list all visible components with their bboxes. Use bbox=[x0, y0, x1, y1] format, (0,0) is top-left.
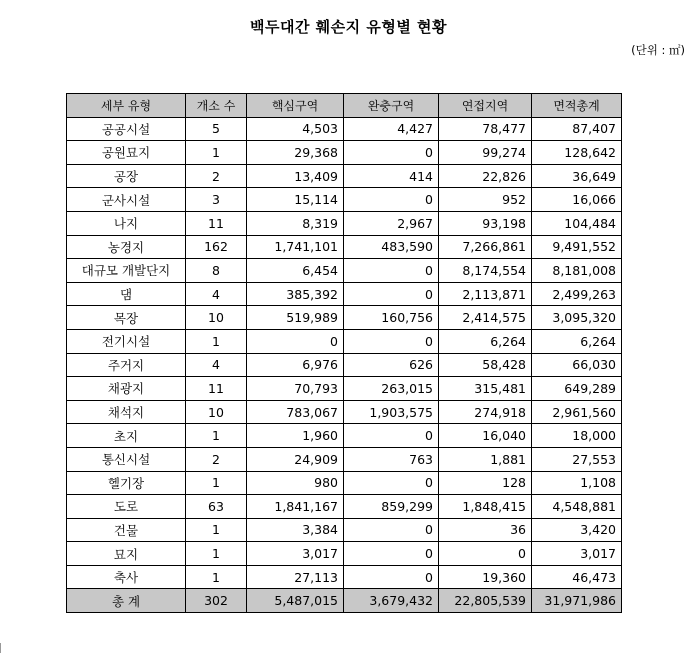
cell-total-area: 36,649 bbox=[532, 164, 622, 188]
cell-core: 3,017 bbox=[247, 542, 344, 566]
cell-total-area: 16,066 bbox=[532, 188, 622, 212]
cell-total-area: 2,961,560 bbox=[532, 400, 622, 424]
cell-buffer: 414 bbox=[344, 164, 439, 188]
cell-adjacent: 99,274 bbox=[439, 141, 532, 165]
total-cell-total-area: 31,971,986 bbox=[532, 589, 622, 613]
cell-buffer: 2,967 bbox=[344, 211, 439, 235]
cell-type: 공장 bbox=[67, 164, 186, 188]
cell-count: 1 bbox=[186, 518, 247, 542]
table-body bbox=[67, 117, 622, 612]
cell-adjacent: 952 bbox=[439, 188, 532, 212]
cell-count: 4 bbox=[186, 282, 247, 306]
table-row bbox=[67, 117, 622, 141]
cell-buffer: 4,427 bbox=[344, 117, 439, 141]
cell-adjacent: 19,360 bbox=[439, 565, 532, 589]
cell-count: 5 bbox=[186, 117, 247, 141]
table-row bbox=[67, 306, 622, 330]
table-row bbox=[67, 424, 622, 448]
cell-buffer: 0 bbox=[344, 259, 439, 283]
table-row bbox=[67, 188, 622, 212]
cell-type: 헬기장 bbox=[67, 471, 186, 495]
cell-type: 목장 bbox=[67, 306, 186, 330]
table-row bbox=[67, 471, 622, 495]
cell-type: 농경지 bbox=[67, 235, 186, 259]
table-row bbox=[67, 141, 622, 165]
table-row bbox=[67, 353, 622, 377]
cell-core: 70,793 bbox=[247, 377, 344, 401]
cell-count: 1 bbox=[186, 542, 247, 566]
cell-core: 27,113 bbox=[247, 565, 344, 589]
cell-adjacent: 2,414,575 bbox=[439, 306, 532, 330]
cell-count: 63 bbox=[186, 495, 247, 519]
table-row bbox=[67, 518, 622, 542]
cell-adjacent: 315,481 bbox=[439, 377, 532, 401]
total-cell-buffer: 3,679,432 bbox=[344, 589, 439, 613]
cell-total-area: 9,491,552 bbox=[532, 235, 622, 259]
cell-total-area: 66,030 bbox=[532, 353, 622, 377]
cell-adjacent: 2,113,871 bbox=[439, 282, 532, 306]
cell-core: 6,976 bbox=[247, 353, 344, 377]
header-count: 개소 수 bbox=[186, 94, 247, 118]
cell-buffer: 0 bbox=[344, 282, 439, 306]
table-row bbox=[67, 377, 622, 401]
cell-type: 군사시설 bbox=[67, 188, 186, 212]
total-cell-adjacent: 22,805,539 bbox=[439, 589, 532, 613]
cell-type: 묘지 bbox=[67, 542, 186, 566]
cell-type: 나지 bbox=[67, 211, 186, 235]
document-title: 백두대간 훼손지 유형별 현황 bbox=[249, 18, 448, 36]
cell-count: 10 bbox=[186, 400, 247, 424]
table-row bbox=[67, 447, 622, 471]
cell-total-area: 3,017 bbox=[532, 542, 622, 566]
cell-core: 783,067 bbox=[247, 400, 344, 424]
cell-count: 162 bbox=[186, 235, 247, 259]
table-row bbox=[67, 164, 622, 188]
cell-type: 채석지 bbox=[67, 400, 186, 424]
page-edge-mark bbox=[0, 643, 7, 653]
cell-count: 11 bbox=[186, 377, 247, 401]
cell-adjacent: 7,266,861 bbox=[439, 235, 532, 259]
cell-total-area: 6,264 bbox=[532, 329, 622, 353]
total-cell-core: 5,487,015 bbox=[247, 589, 344, 613]
cell-total-area: 649,289 bbox=[532, 377, 622, 401]
cell-count: 10 bbox=[186, 306, 247, 330]
cell-count: 1 bbox=[186, 424, 247, 448]
cell-core: 1,960 bbox=[247, 424, 344, 448]
cell-buffer: 0 bbox=[344, 188, 439, 212]
cell-adjacent: 93,198 bbox=[439, 211, 532, 235]
cell-adjacent: 6,264 bbox=[439, 329, 532, 353]
cell-core: 519,989 bbox=[247, 306, 344, 330]
cell-count: 4 bbox=[186, 353, 247, 377]
cell-adjacent: 22,826 bbox=[439, 164, 532, 188]
cell-core: 15,114 bbox=[247, 188, 344, 212]
header-type: 세부 유형 bbox=[67, 94, 186, 118]
cell-type: 축사 bbox=[67, 565, 186, 589]
cell-total-area: 4,548,881 bbox=[532, 495, 622, 519]
cell-core: 6,454 bbox=[247, 259, 344, 283]
header-total-area: 면적총계 bbox=[532, 94, 622, 118]
cell-adjacent: 16,040 bbox=[439, 424, 532, 448]
cell-buffer: 763 bbox=[344, 447, 439, 471]
cell-buffer: 263,015 bbox=[344, 377, 439, 401]
cell-adjacent: 8,174,554 bbox=[439, 259, 532, 283]
cell-buffer: 0 bbox=[344, 518, 439, 542]
cell-count: 1 bbox=[186, 565, 247, 589]
cell-core: 3,384 bbox=[247, 518, 344, 542]
cell-adjacent: 58,428 bbox=[439, 353, 532, 377]
cell-buffer: 483,590 bbox=[344, 235, 439, 259]
cell-total-area: 8,181,008 bbox=[532, 259, 622, 283]
cell-type: 전기시설 bbox=[67, 329, 186, 353]
cell-core: 13,409 bbox=[247, 164, 344, 188]
cell-buffer: 160,756 bbox=[344, 306, 439, 330]
cell-total-area: 1,108 bbox=[532, 471, 622, 495]
cell-total-area: 3,095,320 bbox=[532, 306, 622, 330]
cell-total-area: 3,420 bbox=[532, 518, 622, 542]
cell-total-area: 2,499,263 bbox=[532, 282, 622, 306]
cell-core: 4,503 bbox=[247, 117, 344, 141]
cell-count: 2 bbox=[186, 447, 247, 471]
table-total-row bbox=[67, 589, 622, 613]
cell-type: 댐 bbox=[67, 282, 186, 306]
cell-core: 980 bbox=[247, 471, 344, 495]
unit-label: (단위 : ㎡) bbox=[631, 43, 685, 57]
cell-adjacent: 128 bbox=[439, 471, 532, 495]
cell-core: 1,741,101 bbox=[247, 235, 344, 259]
cell-buffer: 859,299 bbox=[344, 495, 439, 519]
cell-type: 대규모 개발단지 bbox=[67, 259, 186, 283]
cell-type: 공원묘지 bbox=[67, 141, 186, 165]
cell-type: 공공시설 bbox=[67, 117, 186, 141]
cell-core: 24,909 bbox=[247, 447, 344, 471]
cell-total-area: 27,553 bbox=[532, 447, 622, 471]
cell-type: 통신시설 bbox=[67, 447, 186, 471]
cell-buffer: 1,903,575 bbox=[344, 400, 439, 424]
cell-total-area: 18,000 bbox=[532, 424, 622, 448]
header-buffer: 완충구역 bbox=[344, 94, 439, 118]
cell-type: 도로 bbox=[67, 495, 186, 519]
table-row bbox=[67, 282, 622, 306]
total-cell-count: 302 bbox=[186, 589, 247, 613]
cell-type: 초지 bbox=[67, 424, 186, 448]
cell-count: 8 bbox=[186, 259, 247, 283]
cell-type: 채광지 bbox=[67, 377, 186, 401]
table-header-row bbox=[67, 94, 622, 118]
table-row bbox=[67, 259, 622, 283]
cell-total-area: 104,484 bbox=[532, 211, 622, 235]
cell-type: 건물 bbox=[67, 518, 186, 542]
header-adjacent: 연접지역 bbox=[439, 94, 532, 118]
cell-core: 8,319 bbox=[247, 211, 344, 235]
header-core: 핵심구역 bbox=[247, 94, 344, 118]
cell-adjacent: 274,918 bbox=[439, 400, 532, 424]
cell-core: 29,368 bbox=[247, 141, 344, 165]
table-row bbox=[67, 565, 622, 589]
cell-core: 0 bbox=[247, 329, 344, 353]
cell-buffer: 0 bbox=[344, 329, 439, 353]
damage-area-table bbox=[66, 93, 622, 613]
table-row bbox=[67, 542, 622, 566]
cell-count: 11 bbox=[186, 211, 247, 235]
cell-buffer: 0 bbox=[344, 141, 439, 165]
table-row bbox=[67, 329, 622, 353]
cell-buffer: 626 bbox=[344, 353, 439, 377]
cell-core: 385,392 bbox=[247, 282, 344, 306]
cell-count: 1 bbox=[186, 329, 247, 353]
cell-total-area: 87,407 bbox=[532, 117, 622, 141]
cell-count: 2 bbox=[186, 164, 247, 188]
cell-adjacent: 0 bbox=[439, 542, 532, 566]
cell-adjacent: 1,848,415 bbox=[439, 495, 532, 519]
cell-count: 3 bbox=[186, 188, 247, 212]
cell-total-area: 46,473 bbox=[532, 565, 622, 589]
cell-core: 1,841,167 bbox=[247, 495, 344, 519]
cell-buffer: 0 bbox=[344, 542, 439, 566]
cell-count: 1 bbox=[186, 471, 247, 495]
table-row bbox=[67, 235, 622, 259]
table-row bbox=[67, 400, 622, 424]
cell-count: 1 bbox=[186, 141, 247, 165]
cell-adjacent: 1,881 bbox=[439, 447, 532, 471]
cell-total-area: 128,642 bbox=[532, 141, 622, 165]
cell-buffer: 0 bbox=[344, 424, 439, 448]
table-row bbox=[67, 211, 622, 235]
cell-buffer: 0 bbox=[344, 565, 439, 589]
table-row bbox=[67, 495, 622, 519]
cell-type: 주거지 bbox=[67, 353, 186, 377]
total-cell-type: 총 계 bbox=[67, 589, 186, 613]
cell-adjacent: 36 bbox=[439, 518, 532, 542]
cell-buffer: 0 bbox=[344, 471, 439, 495]
cell-adjacent: 78,477 bbox=[439, 117, 532, 141]
